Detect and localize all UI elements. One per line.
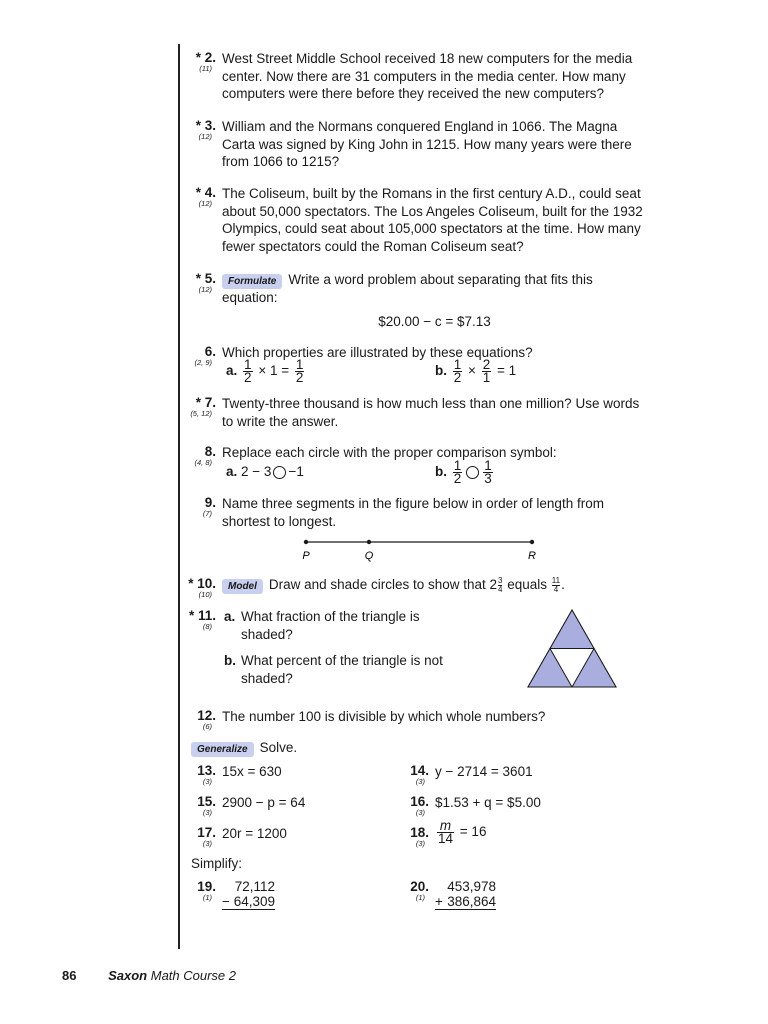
- point-r-dot: [530, 540, 534, 544]
- lesson-ref: (12): [198, 199, 212, 208]
- lesson-ref: (8): [202, 622, 212, 631]
- equation: 2900 − p = 64: [222, 795, 306, 810]
- point-q-label: Q: [364, 550, 374, 562]
- generalize-instruction: Generalize Solve.: [191, 739, 297, 757]
- sierpinski-triangle-figure: [526, 608, 618, 690]
- equation: 15x = 630: [222, 764, 282, 779]
- fraction: $\frac{1}{3}$: [484, 458, 492, 486]
- part-b: b. $\frac{1}{2}$ $\frac{1}{3}$: [435, 458, 492, 486]
- problem-6: [186, 344, 656, 388]
- problem-number: * 11.: [188, 608, 216, 623]
- problem-number: * 2.: [195, 50, 216, 65]
- lesson-ref: (2, 9): [194, 358, 212, 367]
- problem-19: 19. (1) 72,112 − 64,309: [197, 879, 275, 909]
- page-footer: [62, 968, 236, 983]
- formulate-badge: Formulate: [222, 274, 282, 289]
- margin-rule: [178, 44, 180, 949]
- equation: 20r = 1200: [222, 826, 287, 841]
- problem-20: 20. (1) 453,978 + 386,864: [410, 879, 496, 909]
- point-r-label: R: [528, 550, 536, 562]
- part-a: a. $\frac{1}{2}$ × 1 = $\frac{1}{2}$: [226, 357, 304, 385]
- segment-figure: [296, 536, 542, 564]
- equation: y − 2714 = 3601: [435, 764, 533, 779]
- generalize-badge: Generalize: [191, 742, 254, 757]
- equation: $20.00 − c = $7.13: [378, 313, 491, 329]
- addition: 453,978 + 386,864: [435, 879, 496, 909]
- lesson-ref: (5, 12): [190, 409, 212, 418]
- fraction: $\frac{1}{2}$: [295, 357, 304, 385]
- model-badge: Model: [222, 579, 263, 594]
- problem-8: [186, 444, 656, 490]
- problem-number: * 10.: [188, 576, 216, 591]
- problem-text: Replace each circle with the proper comparison symbol:: [222, 445, 557, 460]
- equation: $\frac{m}{14}$ = 16: [438, 818, 487, 846]
- part-b: b. What percent of the triangle is not shaded?: [224, 653, 443, 686]
- problem-3: [186, 118, 656, 174]
- problem-number: 6.: [204, 344, 216, 359]
- problem-text: Which properties are illustrated by these equations?: [222, 345, 533, 360]
- problem-7: [186, 395, 656, 431]
- mixed-fraction: $\frac{3}{4}$: [498, 575, 503, 594]
- problem-number: * 4.: [195, 185, 216, 200]
- part-b: b. $\frac{1}{2}$ × $\frac{2}{1}$ = 1: [435, 357, 517, 385]
- problem-number: * 7.: [195, 395, 216, 410]
- problem-text: Name three segments in the figure below in order of length from shortest to longest.: [222, 496, 604, 529]
- shaded-triangle-top: [550, 610, 594, 649]
- page-number: 86: [62, 968, 77, 983]
- lesson-ref: (12): [198, 132, 212, 141]
- point-q-dot: [367, 540, 371, 544]
- problem-text: William and the Normans conquered England in 1066. The Magna Carta was signed by King John in 1215. How many years were there from 1066 to 1215?: [222, 119, 632, 169]
- fraction: $\frac{1}{2}$: [453, 357, 462, 385]
- fraction: $\frac{m}{14}$: [438, 818, 454, 846]
- problem-text: The number 100 is divisible by which whole numbers?: [222, 709, 546, 724]
- problem-number: 8.: [204, 444, 216, 459]
- course-name: Math Course 2: [150, 968, 236, 983]
- problem-text: The Coliseum, built by the Romans in the first century A.D., could seat about 50,000 spectators. The Los Angeles Coliseum, built for the 1932 Olympics, could seat about 105,000 spectators at the time. How many fewer spectators could the Roman Coliseum seat?: [222, 186, 643, 254]
- problem-number: * 5.: [195, 271, 216, 286]
- comparison-circle[interactable]: [273, 466, 286, 479]
- problem-14: 14. (3) y − 2714 = 3601: [399, 763, 599, 791]
- subtraction: 72,112 − 64,309: [222, 879, 275, 909]
- lesson-ref: (6): [202, 722, 212, 731]
- lesson-ref: (10): [198, 590, 212, 599]
- problem-number: * 3.: [195, 118, 216, 133]
- point-p-dot: [304, 540, 308, 544]
- problem-18: 18. (3) $\frac{m}{14}$ = 16: [399, 825, 599, 853]
- problem-17: 17. (3) 20r = 1200: [186, 825, 386, 853]
- fraction: $\frac{1}{2}$: [453, 458, 462, 486]
- problem-16: 16. (3) $1.53 + q = $5.00: [399, 794, 599, 822]
- problem-5: [186, 271, 656, 333]
- problem-number: 9.: [204, 495, 216, 510]
- simplify-label: Simplify:: [191, 856, 243, 871]
- improper-fraction: $\frac{11}{4}$: [551, 575, 561, 594]
- point-p-label: P: [302, 550, 310, 562]
- lesson-ref: (12): [198, 285, 212, 294]
- problem-number: 12.: [197, 708, 216, 723]
- book-name: Saxon: [108, 968, 148, 983]
- part-a: a. What fraction of the triangle is shaded?: [224, 609, 420, 642]
- comparison-circle[interactable]: [466, 466, 479, 479]
- fraction: $\frac{1}{2}$: [244, 357, 252, 385]
- lesson-ref: (7): [202, 509, 212, 518]
- lesson-ref: (11): [199, 64, 212, 73]
- part-a: a. 2 − 3 −1: [226, 464, 304, 479]
- problem-4: [186, 185, 656, 257]
- problem-text: Twenty-three thousand is how much less than one million? Use words to write the answer.: [222, 396, 640, 429]
- problem-10: [186, 576, 656, 604]
- problem-15: 15. (3) 2900 − p = 64: [186, 794, 386, 822]
- lesson-ref: (4, 8): [194, 458, 212, 467]
- problem-13: 13. (3) 15x = 630: [186, 763, 386, 791]
- problem-text: Formulate Write a word problem about separating that fits this equation: $20.00 − c = $7.13: [222, 271, 647, 330]
- equation: $1.53 + q = $5.00: [435, 795, 541, 810]
- problem-2: [186, 50, 656, 106]
- fraction: $\frac{2}{1}$: [482, 357, 491, 385]
- problem-text: Model Draw and shade circles to show that 2 $\frac{3}{4}$ equals $\frac{11}{4}$.: [222, 576, 647, 594]
- problem-text: West Street Middle School received 18 new computers for the media center. Now there are 31 computers in the media center. How many computers were there before they received the new computers?: [222, 51, 633, 101]
- problem-12: [186, 708, 656, 736]
